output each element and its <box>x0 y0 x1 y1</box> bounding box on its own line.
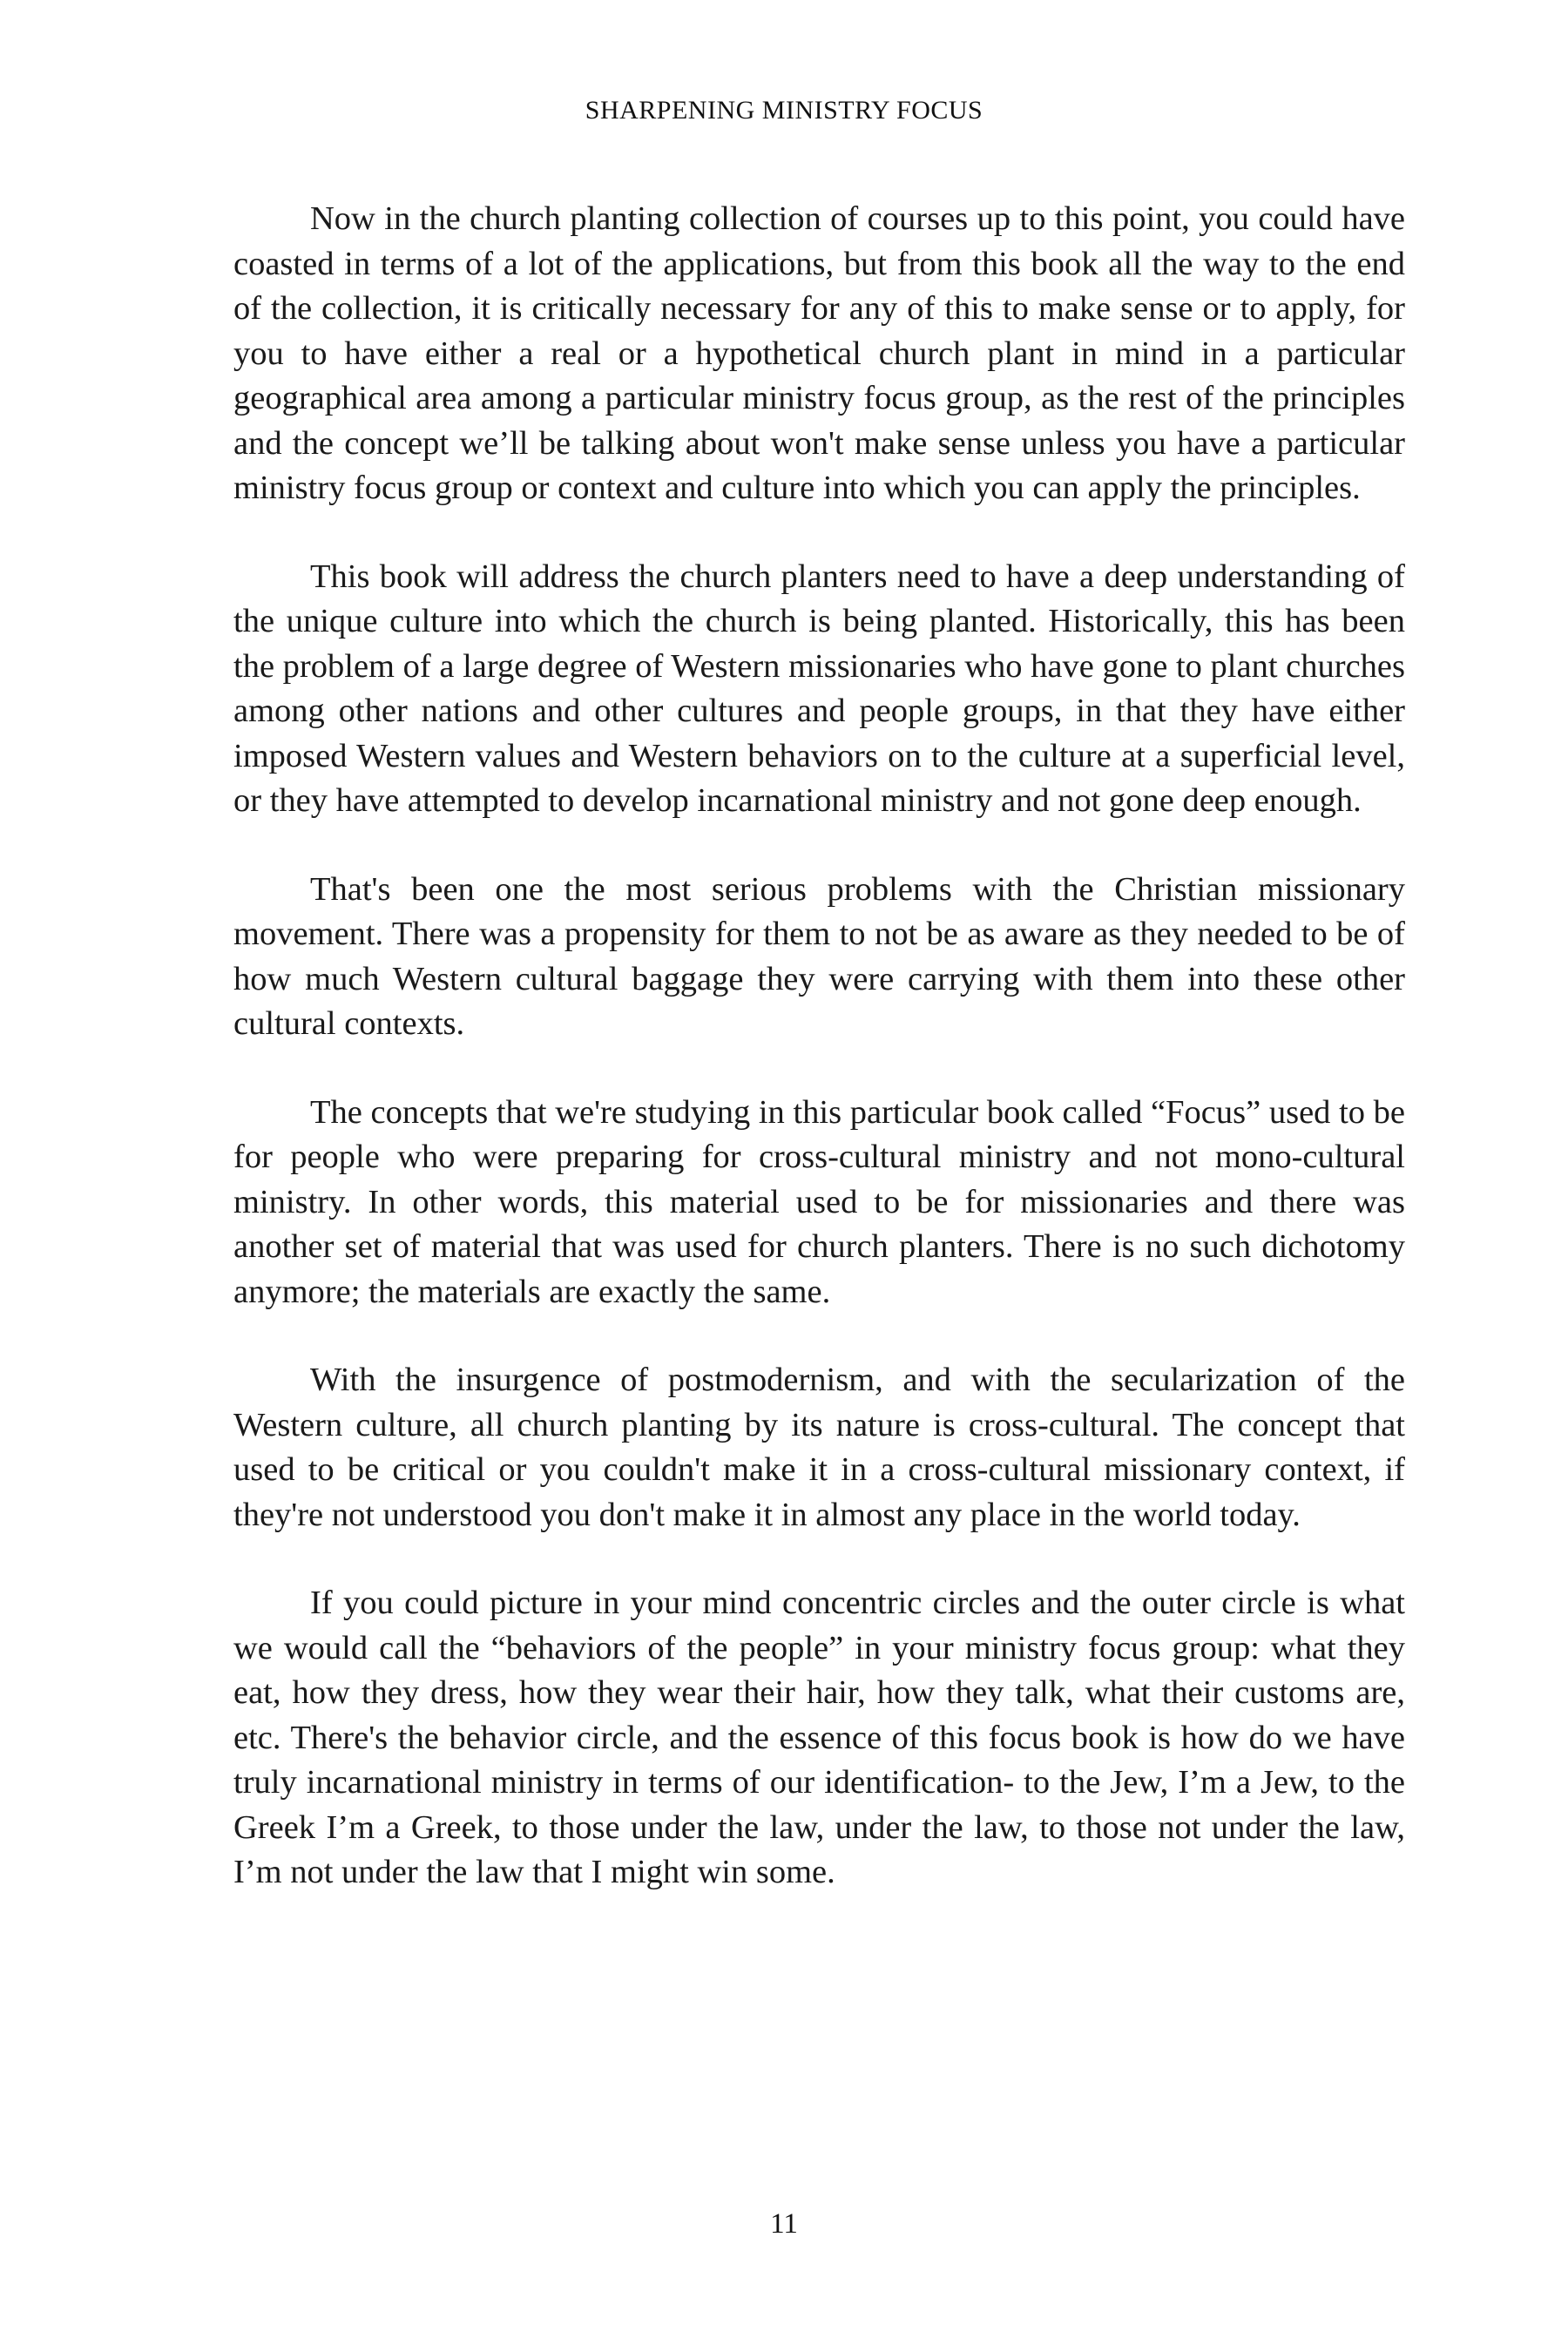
paragraph: That's been one the most serious problems with the Christian missionary movement. There was a propensity for them to not be as aware as they needed to be of how much Western cultural baggage they were carrying with them into these other cultural contexts. <box>233 870 1405 1042</box>
paragraph: If you could picture in your mind concentric circles and the outer circle is what we would call the “behaviors of the people” in your ministry focus group: what they eat, how they dress, how they wear their hair, how they talk, what their customs are, etc. There's the behavior circle, and the essence of this focus book is how do we have truly incarnational ministry in terms of our identification- to the Jew, I’m a Jew, to the Greek I’m a Greek, to those under the law, under the law, to those not under the law, I’m not under the law that I might win some. <box>233 1585 1405 1890</box>
paragraph: This book will address the church planters need to have a deep understanding of the unique culture into which the church is being planted. Historically, this has been the problem of a large degree of Western missionaries who have gone to plant churches among other nations and other cultures and people groups, in that they have either imposed Western values and Western behaviors on to the culture at a superficial level, or they have attempted to develop incarnational ministry and not gone deep enough. <box>233 558 1405 819</box>
body-text <box>233 197 1405 1939</box>
paragraph: Now in the church planting collection of courses up to this point, you could have coasted in terms of a lot of the applications, but from this book all the way to the end of the collection, it is critically necessary for any of this to make sense or to apply, for you to have either a real or a hypothetical church plant in mind in a particular geographical area among a particular ministry focus group, as the rest of the principles and the concept we’ll be talking about won't make sense unless you have a particular ministry focus group or context and culture into which you can apply the principles. <box>233 200 1405 506</box>
paragraph: With the insurgence of postmodernism, and with the secularization of the Western culture, all church planting by its nature is cross-cultural. The concept that used to be critical or you couldn't make it in a cross-cultural missionary context, if they're not understood you don't make it in almost any place in the world today. <box>233 1362 1405 1533</box>
running-head: SHARPENING MINISTRY FOCUS <box>585 96 983 125</box>
page-number: 11 <box>770 2208 798 2240</box>
paragraph: The concepts that we're studying in this particular book called “Focus” used to be for people who were preparing for cross-cultural ministry and not mono-cultural ministry. In other words, this material used to be for missionaries and there was another set of material that was used for church planters. There is no such dichotomy anymore; the materials are exactly the same. <box>233 1093 1405 1310</box>
